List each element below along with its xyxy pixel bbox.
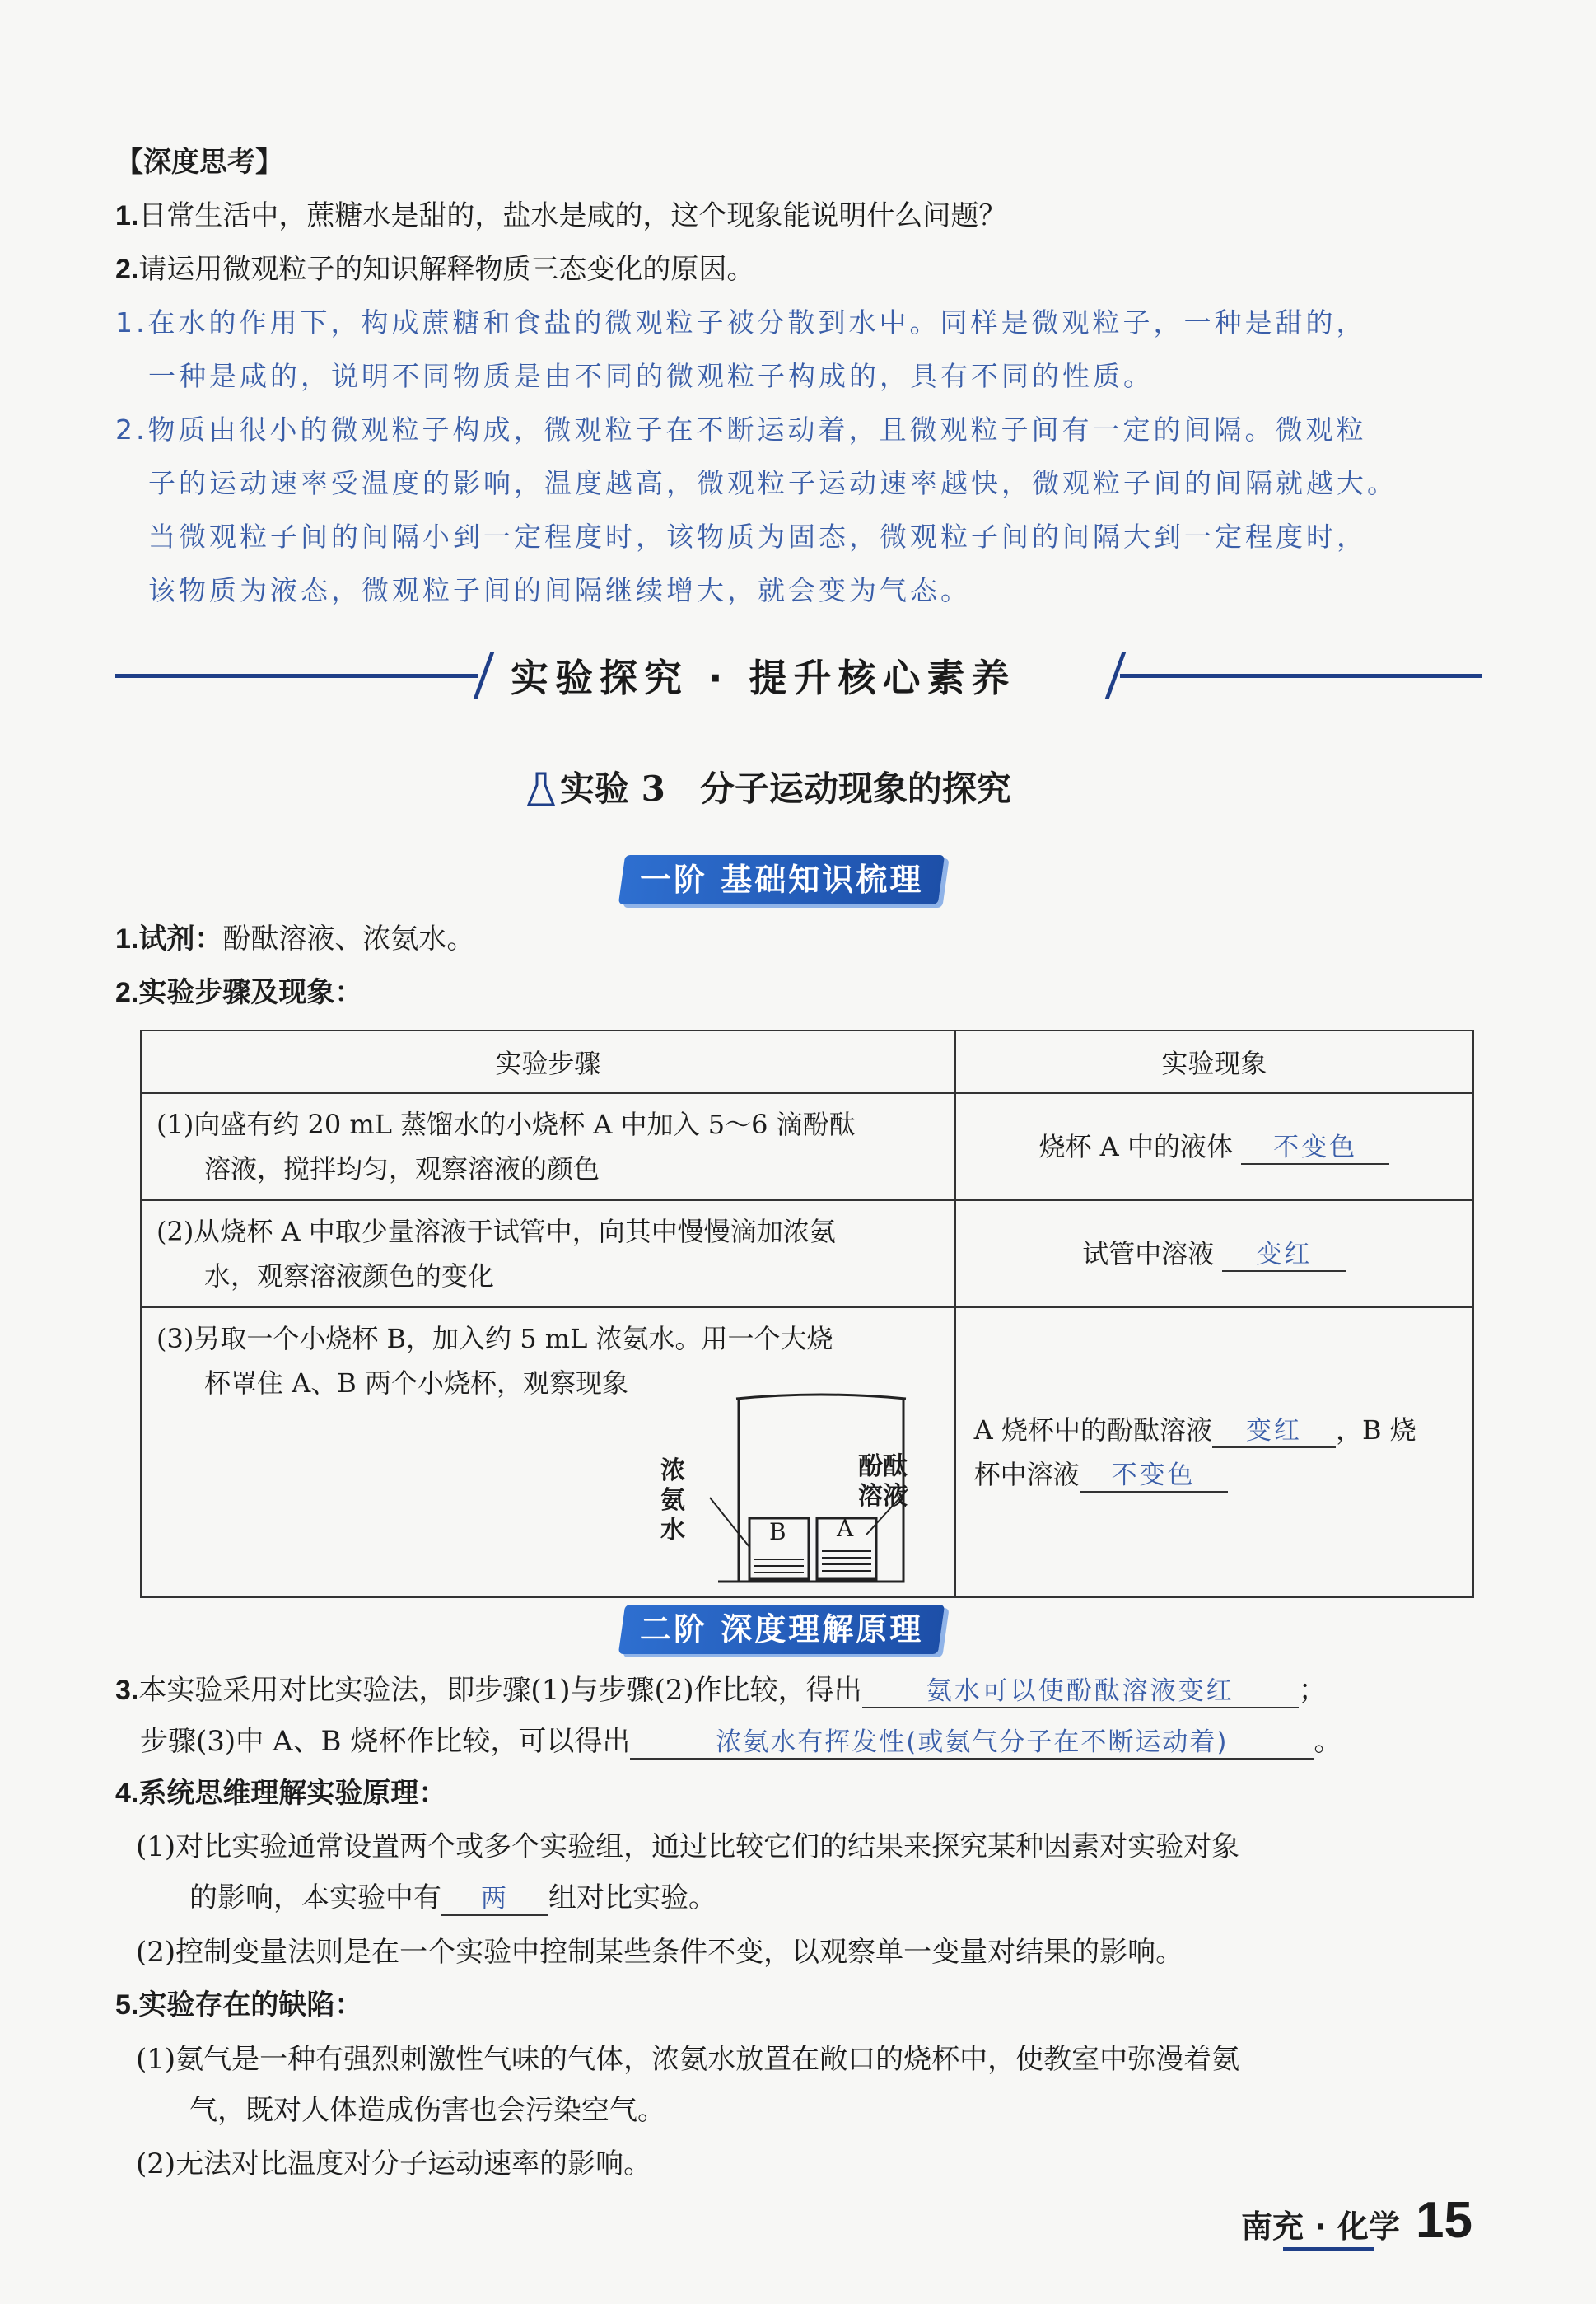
question-5-point-2: (2)无法对比温度对分子运动速率的影响。: [136, 2147, 652, 2180]
reagents-text: 酚酞溶液、浓氨水。: [222, 923, 475, 956]
page-number: 15: [1416, 2192, 1472, 2249]
tag-deep-understanding-label: 二阶 深度理解原理: [640, 1611, 924, 1647]
question-4-title: 系统思维理解实验原理：: [138, 1777, 447, 1810]
step-2-line-2: 水，观察溶液颜色的变化: [204, 1260, 495, 1292]
page-footer: [1241, 2191, 1472, 2250]
reagents-label: 试剂：: [138, 923, 223, 956]
table-header-steps: 实验步骤: [141, 1030, 955, 1093]
question-4-point-1-suffix: 组对比实验。: [548, 1881, 716, 1914]
steps-number: 2.: [115, 977, 139, 1008]
question-5-number: 5.: [115, 1989, 139, 2021]
question-3-prefix: 本实验采用对比实验法，即步骤(1)与步骤(2)作比较，得出: [138, 1674, 862, 1707]
question-2: [115, 251, 754, 287]
table-cell-observation-3: [955, 1307, 1473, 1597]
question-5-title: 实验存在的缺陷：: [138, 1989, 363, 2021]
step-1-line-1: (1)向盛有约 20 mL 蒸馏水的小烧杯 A 中加入 5～6 滴酚酞: [156, 1109, 856, 1140]
observation-2-prefix: 试管中溶液: [1082, 1238, 1215, 1269]
section-banner-title: 实验探究 · 提升核心素养: [511, 656, 1016, 700]
step-3-line-1: (3)另取一个小烧杯 B，加入约 5 mL 浓氨水。用一个大烧: [156, 1323, 833, 1354]
footer-subject: 南充 · 化学: [1241, 2208, 1400, 2245]
question-3-number: 3.: [115, 1675, 139, 1706]
question-1: [115, 198, 1006, 234]
step-1-line-2: 溶液，搅拌均匀，观察溶液的颜色: [204, 1153, 600, 1185]
table-cell-step-1: [141, 1093, 955, 1200]
question-4-answer: 两: [441, 1883, 548, 1916]
question-2-text: 请运用微观粒子的知识解释物质三态变化的原因。: [138, 253, 755, 286]
question-3-answer-2: 浓氨水有挥发性(或氨气分子在不断运动着): [630, 1727, 1314, 1760]
step-3-line-2: 杯罩住 A、B 两个小烧杯，观察现象: [204, 1367, 628, 1399]
reagents-number: 1.: [115, 923, 139, 955]
figure-label-phenolphthalein-2: 溶液: [858, 1482, 908, 1511]
tag-basic-knowledge: [618, 855, 945, 904]
question-5-point-1-line-2: 气，既对人体造成伤害也会污染空气。: [189, 2094, 665, 2127]
observation-1-answer: 不变色: [1241, 1132, 1389, 1165]
tag-basic-knowledge-label: 一阶 基础知识梳理: [640, 862, 924, 898]
table-cell-step-2: [141, 1200, 955, 1307]
answer-2-line-3: 当微观粒子间的间隔小到一定程度时，该物质为固态，微观粒子间的间隔大到一定程度时，: [148, 521, 1367, 553]
answer-2-line-1: 2.物质由很小的微观粒子构成，微观粒子在不断运动着，且微观粒子间有一定的间隔。微观粒: [115, 414, 1367, 446]
question-4-point-1-line-1: (1)对比实验通常设置两个或多个实验组，通过比较它们的结果来探究某种因素对实验对象: [136, 1830, 1240, 1863]
steps-label: 实验步骤及现象：: [138, 976, 363, 1009]
answer-2-line-4: 该物质为液态，微观粒子间的间隔继续增大，就会变为气态。: [148, 574, 971, 606]
table-cell-observation-1: [955, 1093, 1473, 1200]
question-5-heading: [115, 1987, 362, 2023]
question-5-point-1-line-1: (1)氨气是一种有强烈刺激性气味的气体，浓氨水放置在敞口的烧杯中，使教室中弥漫着氨: [136, 2043, 1240, 2076]
answer-2-line-2: 子的运动速率受温度的影响，温度越高，微观粒子运动速率越快，微观粒子间的间隔就越大。: [148, 467, 1398, 499]
tag-deep-understanding: [618, 1605, 945, 1654]
figure-beaker-a: A: [837, 1515, 854, 1542]
question-3-suffix-2: 。: [1314, 1725, 1342, 1758]
apparatus-figure: [660, 1390, 940, 1588]
observation-3-prefix-2: ，B 烧: [1335, 1414, 1416, 1446]
question-1-text: 日常生活中，蔗糖水是甜的，盐水是咸的，这个现象能说明什么问题？: [138, 199, 1007, 232]
observation-3-answer-1: 变红: [1212, 1415, 1336, 1448]
observation-3-answer-2: 不变色: [1080, 1460, 1228, 1493]
observation-3-line-2: [974, 1452, 1458, 1497]
question-4-point-2: (2)控制变量法则是在一个实验中控制某些条件不变，以观察单一变量对结果的影响。: [136, 1936, 1184, 1969]
table-cell-step-3: [141, 1307, 955, 1597]
footer-underline: [1283, 2247, 1374, 2251]
table-cell-observation-2: [955, 1200, 1473, 1307]
experiment-table: [140, 1030, 1474, 1598]
question-3-line-1: [115, 1672, 1327, 1708]
banner-line-left: [115, 674, 478, 678]
question-4-point-1-line-2: [189, 1880, 716, 1916]
question-3-line-2: [140, 1723, 1342, 1760]
banner-line-right: [1120, 674, 1482, 678]
step-2-line-1: (2)从烧杯 A 中取少量溶液于试管中，向其中慢慢滴加浓氨: [156, 1216, 836, 1247]
flask-icon: [527, 770, 555, 808]
table-row: [141, 1307, 1473, 1597]
deep-thinking-heading: 【深度思考】: [115, 146, 283, 179]
observation-3-prefix-1: A 烧杯中的酚酞溶液: [973, 1414, 1212, 1446]
observation-2-answer: 变红: [1222, 1239, 1346, 1272]
table-header-row: [141, 1030, 1473, 1093]
steps-heading: [115, 974, 362, 1011]
figure-beaker-b: B: [769, 1518, 786, 1545]
question-1-number: 1.: [115, 200, 139, 231]
question-3-prefix-2: 步骤(3)中 A、B 烧杯作比较，可以得出: [140, 1725, 631, 1758]
answer-1-line-2: 一种是咸的，说明不同物质是由不同的微观粒子构成的，具有不同的性质。: [148, 360, 1154, 392]
question-4-point-1-prefix: 的影响，本实验中有: [189, 1881, 441, 1914]
table-row: [141, 1200, 1473, 1307]
question-2-number: 2.: [115, 254, 139, 285]
table-row: [141, 1093, 1473, 1200]
question-4-heading: [115, 1775, 446, 1811]
figure-label-ammonia: 浓氨水: [660, 1456, 685, 1545]
observation-3-line-1: [974, 1408, 1458, 1452]
question-4-number: 4.: [115, 1778, 139, 1809]
experiment-title: 实验 3 分子运动现象的探究: [560, 769, 1011, 809]
answer-1-line-1: 1.在水的作用下，构成蔗糖和食盐的微观粒子被分散到水中。同样是微观粒子，一种是甜的，: [115, 306, 1367, 339]
reagents-line: [115, 921, 474, 957]
question-3-answer-1: 氨水可以使酚酞溶液变红: [862, 1675, 1299, 1708]
table-header-phenomena: 实验现象: [955, 1030, 1473, 1093]
observation-1-prefix: 烧杯 A 中的液体: [1038, 1131, 1233, 1162]
observation-3-prefix-3: 杯中溶液: [973, 1459, 1080, 1490]
question-3-suffix-1: ；: [1298, 1674, 1327, 1707]
figure-label-phenolphthalein-1: 酚酞: [858, 1452, 908, 1481]
